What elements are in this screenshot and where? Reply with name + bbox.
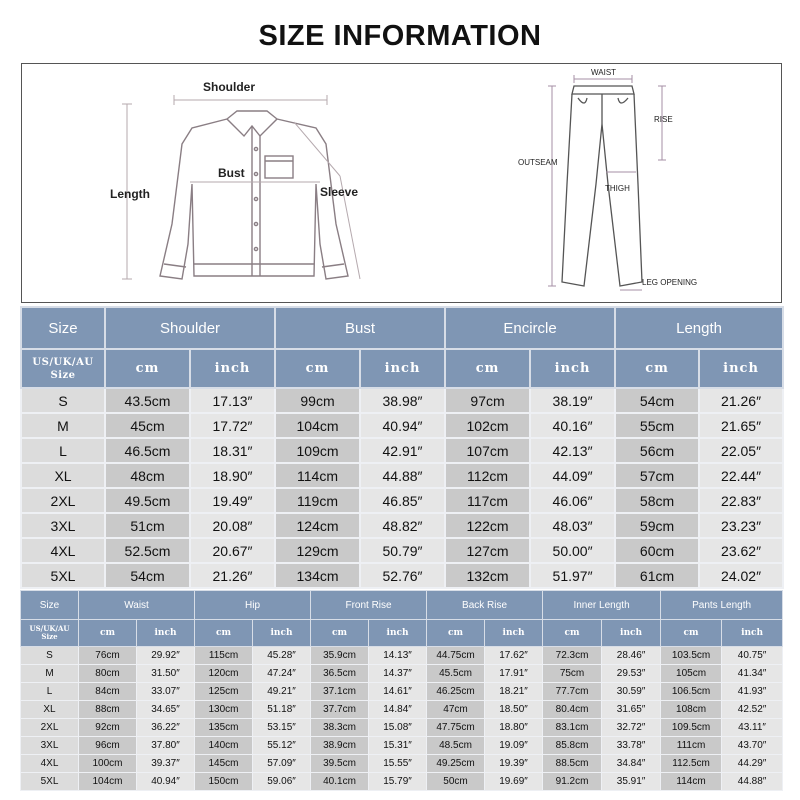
unit-inch: inch: [253, 620, 311, 647]
cm-value-cell: 48cm: [105, 463, 190, 488]
inch-value-cell: 14.61″: [369, 683, 427, 701]
inch-value-cell: 15.79″: [369, 773, 427, 791]
cm-value-cell: 56cm: [615, 438, 699, 463]
inch-value-cell: 14.37″: [369, 665, 427, 683]
bust-header: Bust: [275, 307, 445, 349]
inch-value-cell: 48.03″: [530, 513, 615, 538]
inch-value-cell: 49.21″: [253, 683, 311, 701]
cm-value-cell: 85.8cm: [543, 737, 602, 755]
cm-value-cell: 43.5cm: [105, 388, 190, 413]
inch-value-cell: 44.88″: [360, 463, 445, 488]
cm-value-cell: 80cm: [79, 665, 137, 683]
cm-value-cell: 109.5cm: [661, 719, 722, 737]
unit-inch: inch: [602, 620, 661, 647]
cm-value-cell: 102cm: [445, 413, 530, 438]
unit-inch: inch: [530, 349, 615, 388]
inch-value-cell: 20.08″: [190, 513, 275, 538]
cm-value-cell: 92cm: [79, 719, 137, 737]
inch-value-cell: 33.78″: [602, 737, 661, 755]
cm-value-cell: 140cm: [195, 737, 253, 755]
inch-value-cell: 17.72″: [190, 413, 275, 438]
table-row: [21, 388, 783, 413]
inch-value-cell: 34.84″: [602, 755, 661, 773]
cm-value-cell: 84cm: [79, 683, 137, 701]
inch-value-cell: 14.13″: [369, 647, 427, 665]
inch-value-cell: 44.88″: [722, 773, 783, 791]
cm-value-cell: 104cm: [79, 773, 137, 791]
table-row: [21, 701, 783, 719]
front-rise-header: Front Rise: [311, 591, 427, 620]
cm-value-cell: 129cm: [275, 538, 360, 563]
cm-value-cell: 103.5cm: [661, 647, 722, 665]
region-label: US/UK/AU Size: [21, 620, 79, 647]
inch-value-cell: 41.93″: [722, 683, 783, 701]
cm-value-cell: 135cm: [195, 719, 253, 737]
table-row: [21, 438, 783, 463]
cm-value-cell: 106.5cm: [661, 683, 722, 701]
cm-value-cell: 80.4cm: [543, 701, 602, 719]
cm-value-cell: 145cm: [195, 755, 253, 773]
inch-value-cell: 15.55″: [369, 755, 427, 773]
inch-value-cell: 15.31″: [369, 737, 427, 755]
inch-value-cell: 41.34″: [722, 665, 783, 683]
shoulder-label: Shoulder: [203, 80, 256, 94]
cm-value-cell: 75cm: [543, 665, 602, 683]
size-cell: M: [21, 413, 105, 438]
bottom-table-unit-row: [21, 620, 783, 647]
inch-value-cell: 33.07″: [137, 683, 195, 701]
cm-value-cell: 127cm: [445, 538, 530, 563]
cm-value-cell: 112cm: [445, 463, 530, 488]
unit-cm: cm: [195, 620, 253, 647]
shoulder-header: Shoulder: [105, 307, 275, 349]
top-table-header-row: [21, 307, 783, 349]
inch-value-cell: 42.91″: [360, 438, 445, 463]
inch-value-cell: 17.62″: [485, 647, 543, 665]
thigh-label: THIGH: [605, 184, 630, 193]
bottom-size-table: [20, 590, 783, 791]
unit-cm: cm: [105, 349, 190, 388]
outseam-label: OUTSEAM: [518, 158, 558, 167]
cm-value-cell: 114cm: [275, 463, 360, 488]
cm-value-cell: 46.5cm: [105, 438, 190, 463]
cm-value-cell: 36.5cm: [311, 665, 369, 683]
cm-value-cell: 109cm: [275, 438, 360, 463]
cm-value-cell: 51cm: [105, 513, 190, 538]
rise-label: RISE: [654, 115, 673, 124]
cm-value-cell: 112.5cm: [661, 755, 722, 773]
cm-value-cell: 88.5cm: [543, 755, 602, 773]
inch-value-cell: 21.26″: [699, 388, 783, 413]
cm-value-cell: 130cm: [195, 701, 253, 719]
inch-value-cell: 19.09″: [485, 737, 543, 755]
table-row: [21, 719, 783, 737]
inch-value-cell: 23.23″: [699, 513, 783, 538]
unit-inch: inch: [360, 349, 445, 388]
inch-value-cell: 32.72″: [602, 719, 661, 737]
unit-inch: inch: [190, 349, 275, 388]
cm-value-cell: 76cm: [79, 647, 137, 665]
inch-value-cell: 18.21″: [485, 683, 543, 701]
size-cell: M: [21, 665, 79, 683]
inch-value-cell: 18.31″: [190, 438, 275, 463]
inch-value-cell: 51.97″: [530, 563, 615, 588]
length-label: Length: [110, 187, 150, 201]
inch-value-cell: 18.80″: [485, 719, 543, 737]
pants-length-header: Pants Length: [661, 591, 783, 620]
unit-cm: cm: [311, 620, 369, 647]
inch-value-cell: 59.06″: [253, 773, 311, 791]
inch-value-cell: 52.76″: [360, 563, 445, 588]
unit-cm: cm: [615, 349, 699, 388]
table-row: [21, 737, 783, 755]
cm-value-cell: 39.5cm: [311, 755, 369, 773]
cm-value-cell: 132cm: [445, 563, 530, 588]
table-row: [21, 665, 783, 683]
inch-value-cell: 17.13″: [190, 388, 275, 413]
size-cell: 3XL: [21, 513, 105, 538]
size-cell: L: [21, 438, 105, 463]
inch-value-cell: 21.26″: [190, 563, 275, 588]
inch-value-cell: 48.82″: [360, 513, 445, 538]
cm-value-cell: 54cm: [615, 388, 699, 413]
inch-value-cell: 14.84″: [369, 701, 427, 719]
cm-value-cell: 99cm: [275, 388, 360, 413]
inner-length-header: Inner Length: [543, 591, 661, 620]
size-cell: S: [21, 647, 79, 665]
cm-value-cell: 37.1cm: [311, 683, 369, 701]
inch-value-cell: 17.91″: [485, 665, 543, 683]
inch-value-cell: 20.67″: [190, 538, 275, 563]
cm-value-cell: 60cm: [615, 538, 699, 563]
cm-value-cell: 46.25cm: [427, 683, 485, 701]
table-row: [21, 755, 783, 773]
unit-cm: cm: [543, 620, 602, 647]
inch-value-cell: 40.16″: [530, 413, 615, 438]
size-cell: XL: [21, 701, 79, 719]
cm-value-cell: 104cm: [275, 413, 360, 438]
unit-inch: inch: [137, 620, 195, 647]
size-cell: 5XL: [21, 773, 79, 791]
cm-value-cell: 44.75cm: [427, 647, 485, 665]
inch-value-cell: 40.94″: [360, 413, 445, 438]
cm-value-cell: 35.9cm: [311, 647, 369, 665]
cm-value-cell: 48.5cm: [427, 737, 485, 755]
cm-value-cell: 124cm: [275, 513, 360, 538]
size-cell: 3XL: [21, 737, 79, 755]
measurement-diagram: [22, 64, 781, 302]
page-title: SIZE INFORMATION: [258, 20, 542, 52]
bust-label: Bust: [218, 166, 245, 180]
inch-value-cell: 19.49″: [190, 488, 275, 513]
cm-value-cell: 61cm: [615, 563, 699, 588]
inch-value-cell: 38.19″: [530, 388, 615, 413]
inch-value-cell: 46.06″: [530, 488, 615, 513]
length-header: Length: [615, 307, 783, 349]
cm-value-cell: 50cm: [427, 773, 485, 791]
unit-cm: cm: [445, 349, 530, 388]
inch-value-cell: 21.65″: [699, 413, 783, 438]
cm-value-cell: 49.25cm: [427, 755, 485, 773]
cm-value-cell: 47cm: [427, 701, 485, 719]
cm-value-cell: 38.9cm: [311, 737, 369, 755]
waist-label: WAIST: [591, 68, 617, 77]
inch-value-cell: 50.79″: [360, 538, 445, 563]
cm-value-cell: 115cm: [195, 647, 253, 665]
cm-value-cell: 150cm: [195, 773, 253, 791]
cm-value-cell: 108cm: [661, 701, 722, 719]
size-header: Size: [21, 307, 105, 349]
inch-value-cell: 46.85″: [360, 488, 445, 513]
top-size-table: [20, 306, 784, 589]
size-cell: S: [21, 388, 105, 413]
pants-measure-lines: [548, 75, 666, 290]
inch-value-cell: 43.11″: [722, 719, 783, 737]
cm-value-cell: 58cm: [615, 488, 699, 513]
cm-value-cell: 47.75cm: [427, 719, 485, 737]
inch-value-cell: 23.62″: [699, 538, 783, 563]
inch-value-cell: 40.94″: [137, 773, 195, 791]
inch-value-cell: 19.69″: [485, 773, 543, 791]
pants-illustration: [562, 86, 642, 286]
unit-inch: inch: [369, 620, 427, 647]
inch-value-cell: 42.13″: [530, 438, 615, 463]
size-header: Size: [21, 591, 79, 620]
measurement-diagram-panel: [21, 63, 782, 303]
cm-value-cell: 122cm: [445, 513, 530, 538]
inch-value-cell: 44.09″: [530, 463, 615, 488]
waist-header: Waist: [79, 591, 195, 620]
unit-inch: inch: [485, 620, 543, 647]
cm-value-cell: 120cm: [195, 665, 253, 683]
cm-value-cell: 105cm: [661, 665, 722, 683]
inch-value-cell: 24.02″: [699, 563, 783, 588]
cm-value-cell: 40.1cm: [311, 773, 369, 791]
inch-value-cell: 29.92″: [137, 647, 195, 665]
inch-value-cell: 50.00″: [530, 538, 615, 563]
inch-value-cell: 15.08″: [369, 719, 427, 737]
table-row: [21, 538, 783, 563]
top-table-unit-row: [21, 349, 783, 388]
unit-inch: inch: [722, 620, 783, 647]
inch-value-cell: 53.15″: [253, 719, 311, 737]
inch-value-cell: 45.28″: [253, 647, 311, 665]
unit-cm: cm: [427, 620, 485, 647]
leg-opening-label: LEG OPENING: [642, 278, 698, 287]
inch-value-cell: 19.39″: [485, 755, 543, 773]
size-cell: 2XL: [21, 719, 79, 737]
cm-value-cell: 91.2cm: [543, 773, 602, 791]
sleeve-label: Sleeve: [320, 185, 359, 199]
cm-value-cell: 111cm: [661, 737, 722, 755]
inch-value-cell: 29.53″: [602, 665, 661, 683]
inch-value-cell: 35.91″: [602, 773, 661, 791]
cm-value-cell: 57cm: [615, 463, 699, 488]
back-rise-header: Back Rise: [427, 591, 543, 620]
bottom-table-header-row: [21, 591, 783, 620]
table-row: [21, 773, 783, 791]
cm-value-cell: 52.5cm: [105, 538, 190, 563]
cm-value-cell: 107cm: [445, 438, 530, 463]
cm-value-cell: 97cm: [445, 388, 530, 413]
region-label: US/UK/AU Size: [21, 349, 105, 388]
cm-value-cell: 37.7cm: [311, 701, 369, 719]
size-cell: 2XL: [21, 488, 105, 513]
cm-value-cell: 59cm: [615, 513, 699, 538]
inch-value-cell: 22.83″: [699, 488, 783, 513]
cm-value-cell: 117cm: [445, 488, 530, 513]
inch-value-cell: 39.37″: [137, 755, 195, 773]
cm-value-cell: 54cm: [105, 563, 190, 588]
table-row: [21, 683, 783, 701]
cm-value-cell: 45cm: [105, 413, 190, 438]
inch-value-cell: 55.12″: [253, 737, 311, 755]
cm-value-cell: 96cm: [79, 737, 137, 755]
inch-value-cell: 40.75″: [722, 647, 783, 665]
cm-value-cell: 77.7cm: [543, 683, 602, 701]
unit-cm: cm: [79, 620, 137, 647]
size-cell: 4XL: [21, 538, 105, 563]
table-row: [21, 647, 783, 665]
unit-inch: inch: [699, 349, 783, 388]
inch-value-cell: 28.46″: [602, 647, 661, 665]
hip-header: Hip: [195, 591, 311, 620]
inch-value-cell: 18.50″: [485, 701, 543, 719]
inch-value-cell: 22.44″: [699, 463, 783, 488]
unit-cm: cm: [661, 620, 722, 647]
cm-value-cell: 45.5cm: [427, 665, 485, 683]
inch-value-cell: 38.98″: [360, 388, 445, 413]
size-cell: XL: [21, 463, 105, 488]
inch-value-cell: 30.59″: [602, 683, 661, 701]
inch-value-cell: 31.50″: [137, 665, 195, 683]
inch-value-cell: 22.05″: [699, 438, 783, 463]
inch-value-cell: 51.18″: [253, 701, 311, 719]
encircle-header: Encircle: [445, 307, 615, 349]
inch-value-cell: 37.80″: [137, 737, 195, 755]
inch-value-cell: 31.65″: [602, 701, 661, 719]
cm-value-cell: 55cm: [615, 413, 699, 438]
size-cell: 4XL: [21, 755, 79, 773]
inch-value-cell: 36.22″: [137, 719, 195, 737]
cm-value-cell: 134cm: [275, 563, 360, 588]
cm-value-cell: 38.3cm: [311, 719, 369, 737]
size-cell: 5XL: [21, 563, 105, 588]
cm-value-cell: 114cm: [661, 773, 722, 791]
unit-cm: cm: [275, 349, 360, 388]
inch-value-cell: 42.52″: [722, 701, 783, 719]
inch-value-cell: 47.24″: [253, 665, 311, 683]
cm-value-cell: 100cm: [79, 755, 137, 773]
table-row: [21, 413, 783, 438]
table-row: [21, 513, 783, 538]
cm-value-cell: 83.1cm: [543, 719, 602, 737]
cm-value-cell: 119cm: [275, 488, 360, 513]
inch-value-cell: 18.90″: [190, 463, 275, 488]
inch-value-cell: 34.65″: [137, 701, 195, 719]
cm-value-cell: 125cm: [195, 683, 253, 701]
cm-value-cell: 49.5cm: [105, 488, 190, 513]
table-row: [21, 563, 783, 588]
table-row: [21, 463, 783, 488]
cm-value-cell: 72.3cm: [543, 647, 602, 665]
cm-value-cell: 88cm: [79, 701, 137, 719]
inch-value-cell: 43.70″: [722, 737, 783, 755]
table-row: [21, 488, 783, 513]
inch-value-cell: 44.29″: [722, 755, 783, 773]
inch-value-cell: 57.09″: [253, 755, 311, 773]
size-cell: L: [21, 683, 79, 701]
